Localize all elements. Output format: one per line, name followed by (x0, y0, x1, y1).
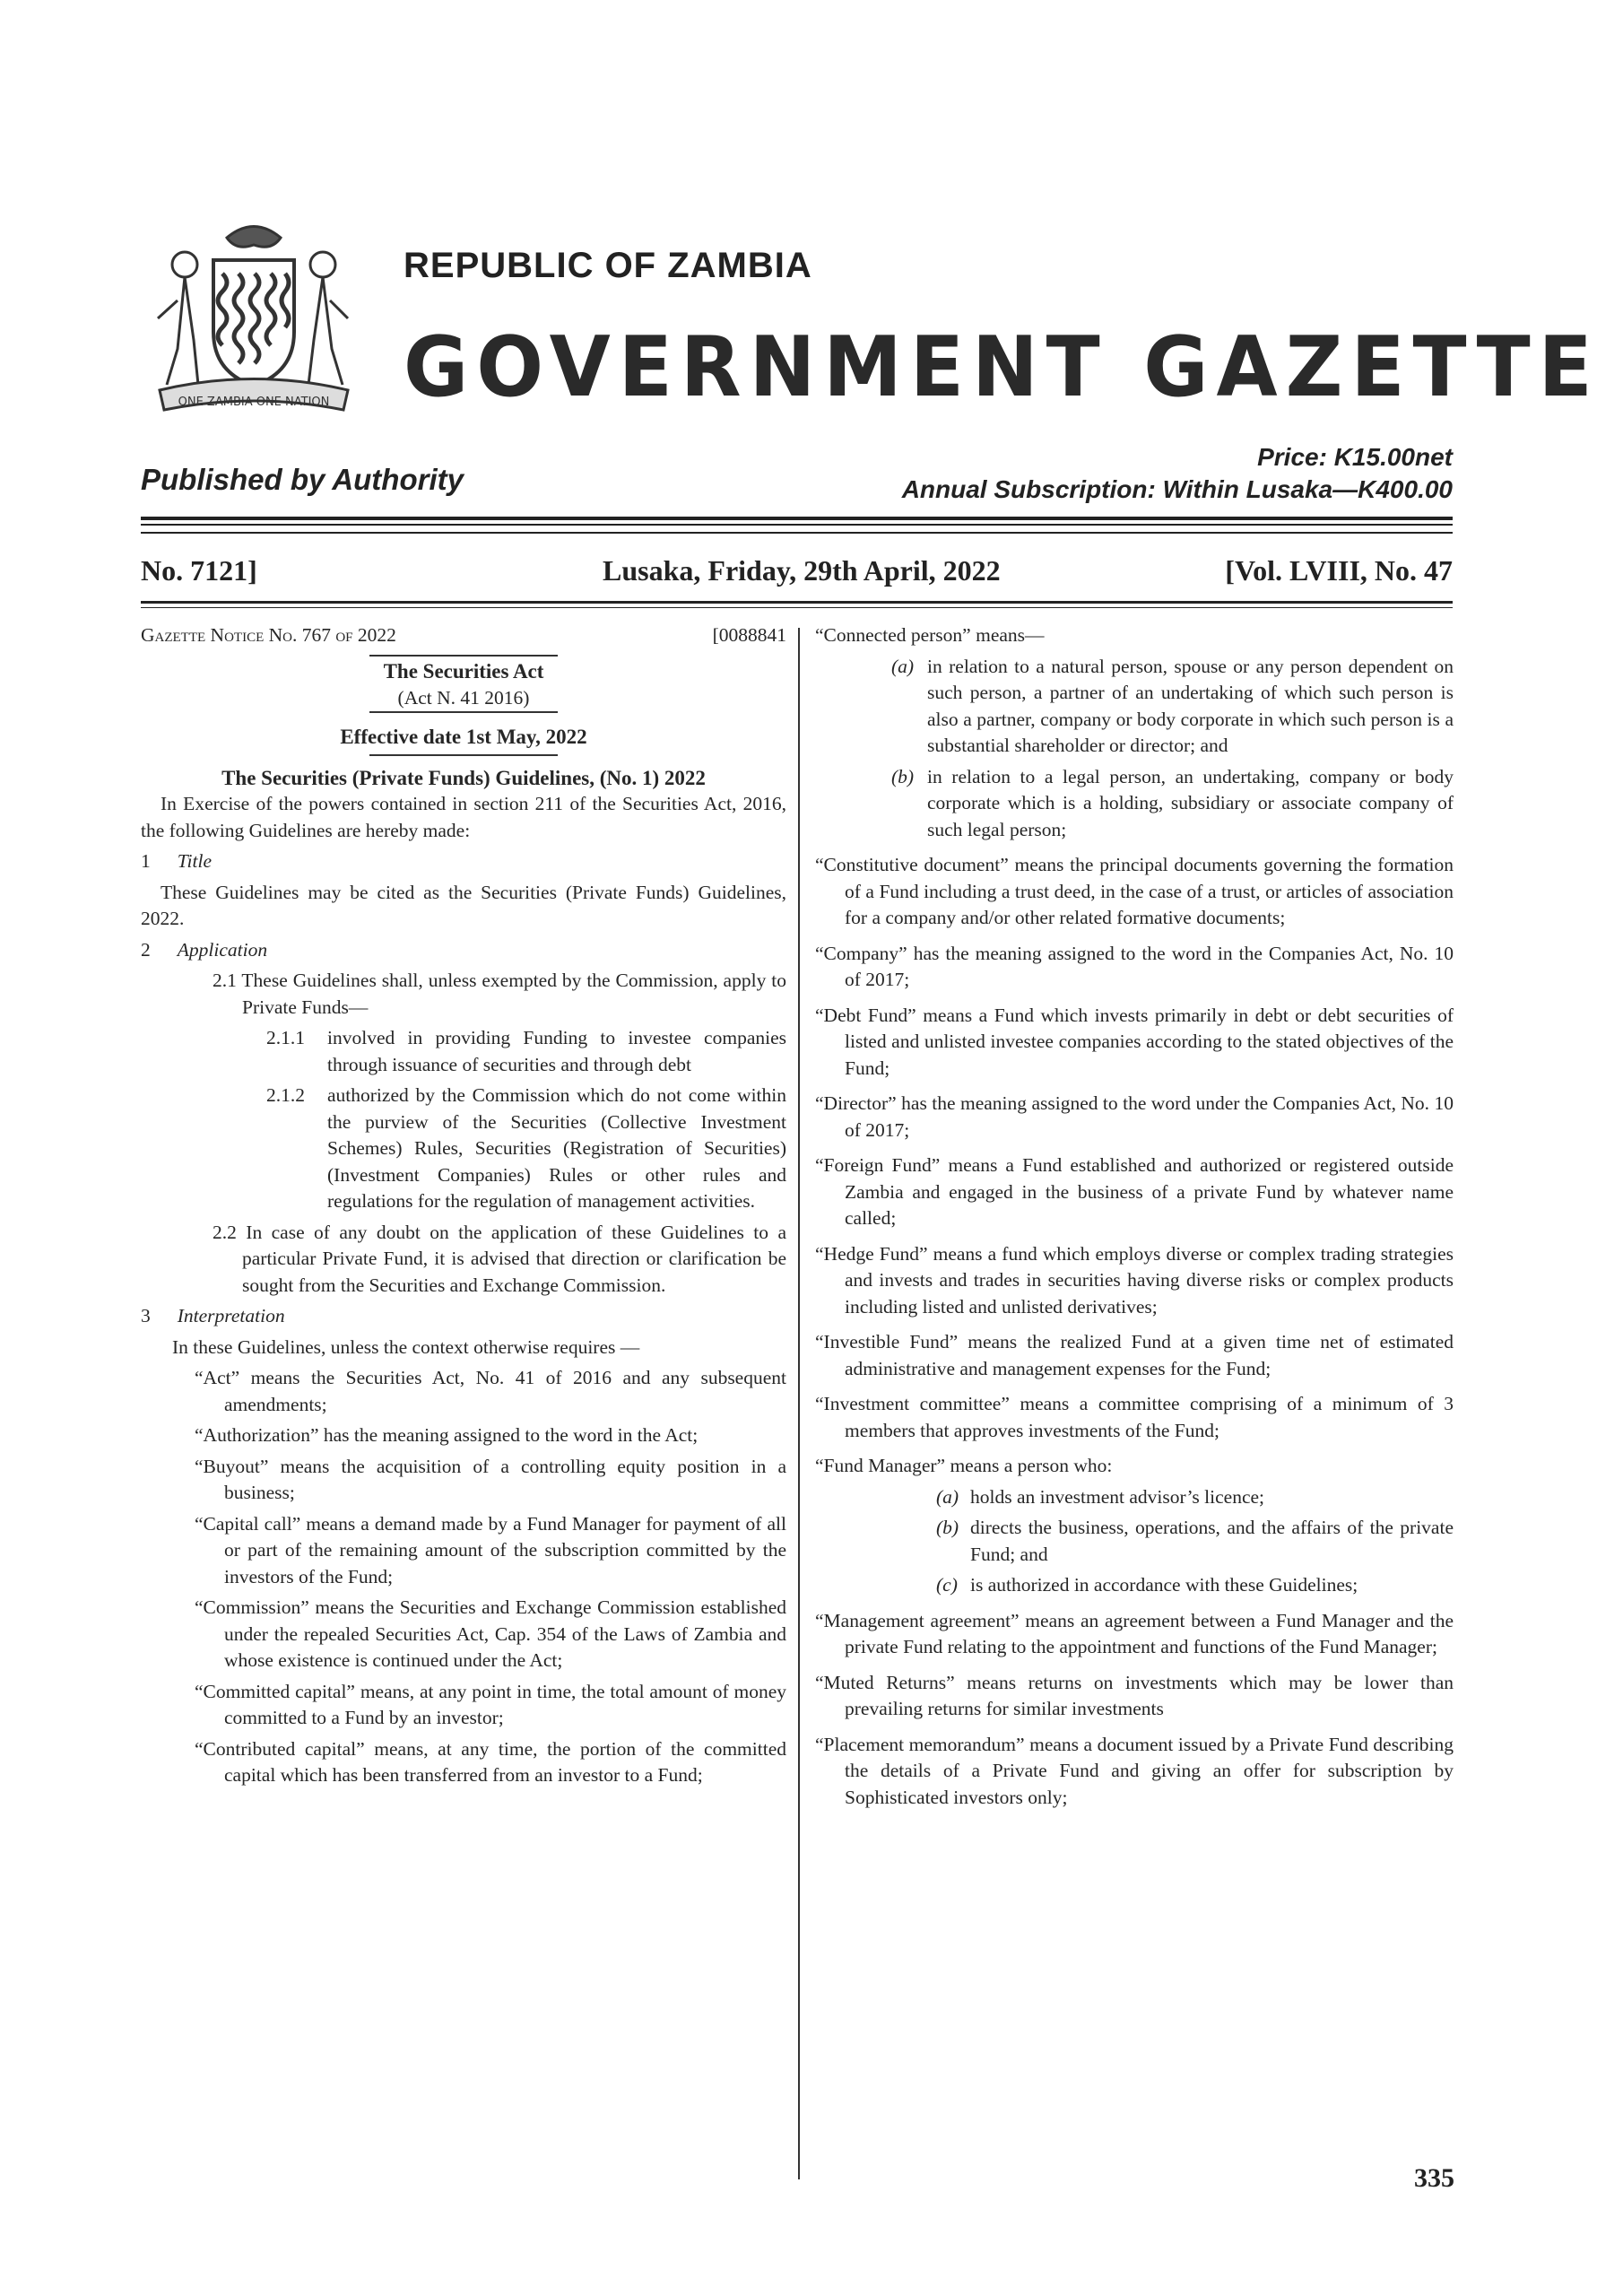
republic-heading: REPUBLIC OF ZAMBIA (404, 246, 812, 285)
definition: “Investment committee” means a committee comprising of a minimum of 3 members that approves investments of the Fund; (815, 1393, 1454, 1441)
definition: “Hedge Fund” means a fund which employs diverse or complex trading strategies and invests and trades in securities having diverse risks or complex products including listed and unlisted derivatives; (815, 1242, 1454, 1318)
section-title: 1 Title (141, 850, 212, 872)
right-column (815, 622, 1454, 1811)
clause-2-1: 2.1 These Guidelines shall, unless exempted by the Commission, apply to Private Funds— (213, 970, 786, 1018)
definition-connected-person: “Connected person” means— (815, 624, 1045, 646)
interpretation-intro: In these Guidelines, unless the context otherwise requires — (172, 1335, 640, 1358)
separator (369, 754, 558, 756)
fund-manager-a: (a) holds an investment advisor’s licence; (936, 1485, 1265, 1508)
clause-2-2: 2.2 In case of any doubt on the application of these Guidelines to a particular Private Fund, it is advised that direction or clarification be sought from the Securities and Exchange Commission. (213, 1221, 786, 1296)
clause-2-1-1: 2.1.1 involved in providing Funding to investee companies through issuance of securities and through debt (266, 1027, 786, 1075)
definition: “Act” means the Securities Act, No. 41 of 2016 and any subsequent amendments; (195, 1367, 786, 1415)
connected-b: (b) in relation to a legal person, an undertaking, company or body corporate which is a holding, subsidiary or associate company of such legal person; (891, 765, 1454, 840)
act-title: The Securities Act (383, 660, 544, 683)
effective-date: Effective date 1st May, 2022 (340, 726, 587, 748)
svg-text:ONE ZAMBIA ONE NATION: ONE ZAMBIA ONE NATION (178, 396, 330, 409)
price: Price: K15.00net (1257, 443, 1453, 471)
separator (369, 655, 558, 657)
issue-volume: [Vol. LVIII, No. 47 (1225, 554, 1453, 587)
notice-ref: [0088841 (712, 624, 786, 646)
section-interpretation: 3 Interpretation (141, 1305, 285, 1326)
definition: “Capital call” means a demand made by a Fund Manager for payment of all or part of the remaining amount of the subscription committed by the investors of the Fund; (195, 1512, 786, 1587)
definitions-list (195, 1365, 786, 1789)
clause-2-1-2: 2.1.2 authorized by the Commission which do not come within the purview of the Securities (Collective Investment Schemes) Rules, Securities (Registration of Securities) (Investment Companies) Rules or other rules and regulations for the regulation of management activities. (266, 1084, 786, 1212)
left-column (141, 622, 786, 1789)
definition: “Investible Fund” means the realized Fund at a given time net of estimated administrative and management expenses for the Fund; (815, 1331, 1454, 1379)
gazette-title: GOVERNMENT GAZETTE (404, 318, 1601, 416)
coat-of-arms-icon (151, 211, 357, 430)
guidelines-title: The Securities (Private Funds) Guidelines, (No. 1) 2022 (221, 766, 706, 789)
definition: “Foreign Fund” means a Fund established and authorized or registered outside Zambia and engaged in the business of a private Fund by whatever name called; (815, 1154, 1454, 1229)
section-title-text: These Guidelines may be cited as the Securities (Private Funds) Guidelines, 2022. (141, 881, 786, 929)
page-number: 335 (1414, 2163, 1454, 2193)
price-info (902, 441, 1453, 506)
definition: “Constitutive document” means the principal documents governing the formation of a Fund including a trust deed, in the case of a trust, or articles of association for a company and/or other related formative documents; (815, 854, 1454, 928)
connected-a: (a) in relation to a natural person, spouse or any person dependent on such person, a partner of an undertaking of which such person is also a partner, company or body corporate in which such person is a substantial shareholder or director; and (891, 655, 1454, 756)
annual-subscription: Annual Subscription: Within Lusaka—K400.00 (901, 475, 1453, 503)
definition-fund-manager: “Fund Manager” means a person who: (815, 1455, 1113, 1476)
issue-dateline: Lusaka, Friday, 29th April, 2022 (603, 554, 1001, 587)
issue-rule (141, 601, 1453, 604)
definition-placement-memorandum: “Placement memorandum” means a document issued by a Private Fund describing the details of a Private Fund and giving an offer for subscription by Sophisticated investors only; (815, 1733, 1454, 1808)
issue-rule-thin (141, 607, 1453, 608)
definition-management-agreement: “Management agreement” means an agreement between a Fund Manager and the private Fund relating to the appointment and functions of the Fund Manager; (815, 1609, 1454, 1657)
fund-manager-b: (b) directs the business, operations, and the affairs of the private Fund; and (936, 1517, 1454, 1565)
published-by-authority: Published by Authority (141, 463, 464, 496)
issue-number: No. 7121] (141, 554, 257, 587)
definition: “Contributed capital” means, at any time, the portion of the committed capital which has been transferred from an investor to a Fund; (195, 1737, 786, 1786)
definition: “Committed capital” means, at any point in time, the total amount of money committed to a Fund by an investor; (195, 1680, 786, 1728)
definition: “Commission” means the Securities and Exchange Commission established under the repealed Securities Act, Cap. 354 of the Laws of Zambia and whose existence is continued under the Act; (195, 1596, 786, 1671)
section-application: 2 Application (141, 938, 268, 961)
definition: “Debt Fund” means a Fund which invests primarily in debt or debt securities of listed and unlisted investee companies according to the stated objectives of the Fund; (815, 1004, 1454, 1079)
definition-muted-returns: “Muted Returns” means returns on investments which may be lower than prevailing returns for similar investments (815, 1671, 1454, 1719)
fund-manager-c: (c) is authorized in accordance with these Guidelines; (936, 1574, 1358, 1596)
definition: “Authorization” has the meaning assigned to the word in the Act; (195, 1424, 699, 1446)
column-divider (798, 628, 800, 2179)
preamble: In Exercise of the powers contained in section 211 of the Securities Act, 2016, the following Guidelines are hereby made: (141, 793, 786, 841)
notice-header (141, 622, 786, 649)
masthead-rule-thin (141, 532, 1453, 534)
notice-number: Gazette Notice No. 767 of 2022 (141, 624, 396, 646)
masthead-rule-thin (141, 524, 1453, 526)
definition: “Buyout” means the acquisition of a controlling equity position in a business; (195, 1455, 786, 1503)
definition: “Director” has the meaning assigned to the word under the Companies Act, No. 10 of 2017; (815, 1092, 1454, 1141)
masthead-rule (141, 517, 1453, 520)
act-number: (Act N. 41 2016) (369, 685, 558, 714)
definition: “Company” has the meaning assigned to the word in the Companies Act, No. 10 of 2017; (815, 942, 1454, 990)
